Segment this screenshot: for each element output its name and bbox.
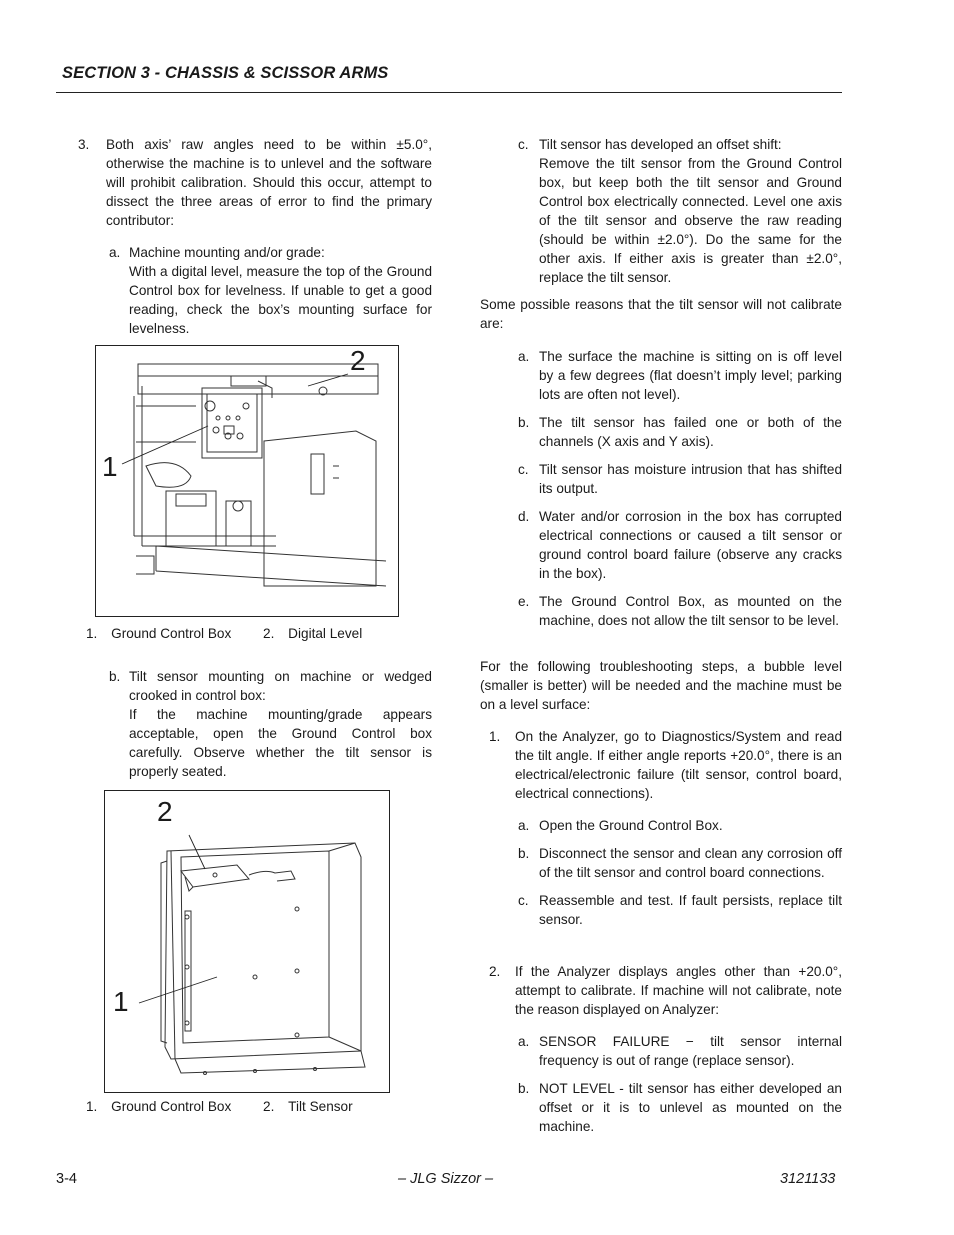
list-item-label: a. xyxy=(518,1034,530,1049)
figure-1-caption xyxy=(86,624,406,643)
item-a-label: a. xyxy=(109,245,121,260)
list-item-label: a. xyxy=(518,349,530,364)
tilt-sensor-illustration xyxy=(105,791,389,1092)
callout-1: 1 xyxy=(113,986,129,1017)
list-item-text: The Ground Control Box, as mounted on the machine, does not allow the tilt sensor to be level. xyxy=(539,594,842,628)
callout-line-1 xyxy=(122,426,208,464)
caption-1-num: 1. xyxy=(86,626,98,641)
list-item-label: b. xyxy=(518,415,530,430)
item-number: 3. xyxy=(78,137,90,152)
step-1 xyxy=(489,727,842,803)
item-b-title: Tilt sensor mounting on machine or wedged crooked in control box: xyxy=(129,669,432,703)
figure-2-caption xyxy=(86,1097,406,1116)
list-item xyxy=(518,413,842,451)
callout-2: 2 xyxy=(350,345,366,376)
reasons-intro: Some possible reasons that the tilt sensor will not calibrate are: xyxy=(480,297,842,331)
section-title: SECTION 3 - CHASSIS & SCISSOR ARMS xyxy=(62,64,389,82)
list-item xyxy=(518,1079,842,1136)
item-a xyxy=(109,243,432,338)
step-number: 2. xyxy=(489,964,501,979)
header-divider xyxy=(56,92,842,93)
list-item-label: e. xyxy=(518,594,530,609)
callout-line-1 xyxy=(139,977,217,1003)
list-item-label: d. xyxy=(518,509,530,524)
page-number: 3-4 xyxy=(56,1171,77,1187)
list-item-label: a. xyxy=(518,818,530,833)
digital-level-illustration xyxy=(96,346,398,616)
step-text: On the Analyzer, go to Diagnostics/System and read the tilt angle. If either angle reports +20.0°, there is an electrical/electronic failure (tilt sensor, control board, electrical connections). xyxy=(515,729,842,801)
list-item-text: Tilt sensor has moisture intrusion that has shifted its output. xyxy=(539,462,842,496)
footer-publication: – JLG Sizzor – xyxy=(398,1171,494,1187)
step-1-subs xyxy=(518,816,842,929)
caption-1-text: Ground Control Box xyxy=(111,626,232,641)
step-number: 1. xyxy=(489,729,501,744)
step-text: If the Analyzer displays angles other than +20.0°, attempt to calibrate. If machine will not calibrate, note the reason displayed on Analyzer: xyxy=(515,964,842,1017)
list-item xyxy=(518,844,842,882)
item-c-body: Remove the tilt sensor from the Ground Control box, but keep both the tilt sensor and Ground Control box electrically connected. Level one axis of the tilt sensor and observe the raw reading (should be within ±2.0°). Do the same for the other axis. If either axis is greater than ±2.0°, replace the tilt sensor. xyxy=(539,156,842,285)
left-column xyxy=(78,135,432,338)
list-item xyxy=(518,347,842,404)
list-item xyxy=(518,891,842,929)
step-2 xyxy=(489,962,842,1019)
item-c-label: c. xyxy=(518,137,529,152)
figure-ground-control-box-level xyxy=(95,345,399,617)
item-3-text: Both axis’ raw angles need to be within ±5.0°, otherwise the machine is to unlevel and the software will prohibit calibration. Should this occur, attempt to dissect the three areas of error to find the primary contributor: xyxy=(106,137,432,228)
callout-1: 1 xyxy=(102,451,118,482)
caption-2-text: Tilt Sensor xyxy=(288,1099,353,1114)
list-item-text: Open the Ground Control Box. xyxy=(539,818,723,833)
item-a-body: With a digital level, measure the top of the Ground Control box for levelness. If unable to get a good reading, check the box’s mounting surface for levelness. xyxy=(129,264,432,336)
list-item-text: The surface the machine is sitting on is off level by a few degrees (flat doesn’t imply level; parking lots are often not level). xyxy=(539,349,842,402)
list-item-text: Water and/or corrosion in the box has corrupted electrical connections or caused a tilt sensor or ground control board failure (observe any cracks in the box). xyxy=(539,509,842,581)
list-item-label: c. xyxy=(518,462,529,477)
caption-2-text: Digital Level xyxy=(288,626,363,641)
caption-2-num: 2. xyxy=(263,626,275,641)
list-item-text: Disconnect the sensor and clean any corrosion off of the tilt sensor and control board connections. xyxy=(539,846,842,880)
list-item xyxy=(518,592,842,630)
list-item-label: c. xyxy=(518,893,529,908)
item-a-title: Machine mounting and/or grade: xyxy=(129,245,325,260)
item-c-title: Tilt sensor has developed an offset shift: xyxy=(539,137,782,152)
list-item xyxy=(518,1032,842,1070)
list-item-text: SENSOR FAILURE − tilt sensor internal frequency is out of range (replace sensor). xyxy=(539,1034,842,1068)
item-b-body: If the machine mounting/grade appears acceptable, open the Ground Control box carefully. Observe whether the tilt sensor is properly seated. xyxy=(129,707,432,779)
list-item xyxy=(518,507,842,583)
list-item xyxy=(518,816,842,835)
list-item-text: Reassemble and test. If fault persists, replace tilt sensor. xyxy=(539,893,842,927)
list-item-text: The tilt sensor has failed one or both of the channels (X axis and Y axis). xyxy=(539,415,842,449)
item-b-label: b. xyxy=(109,669,121,684)
troubleshoot-intro: For the following troubleshooting steps, a bubble level (smaller is better) will be needed and the machine must be on a level surface: xyxy=(480,659,842,712)
reasons-list xyxy=(518,347,842,630)
list-item-label: b. xyxy=(518,846,530,861)
item-b xyxy=(109,667,432,781)
step-2-subs xyxy=(518,1032,842,1136)
item-c xyxy=(518,135,842,287)
list-item-text: NOT LEVEL - tilt sensor has either developed an offset or it is to unlevel as mounted on the machine. xyxy=(539,1081,842,1134)
callout-2: 2 xyxy=(157,796,173,827)
caption-1-num: 1. xyxy=(86,1099,98,1114)
list-item xyxy=(518,460,842,498)
list-item-label: b. xyxy=(518,1081,530,1096)
figure-tilt-sensor xyxy=(104,790,390,1093)
callout-line-2 xyxy=(189,835,205,869)
caption-2-num: 2. xyxy=(263,1099,275,1114)
document-number: 3121133 xyxy=(780,1171,836,1187)
caption-1-text: Ground Control Box xyxy=(111,1099,232,1114)
